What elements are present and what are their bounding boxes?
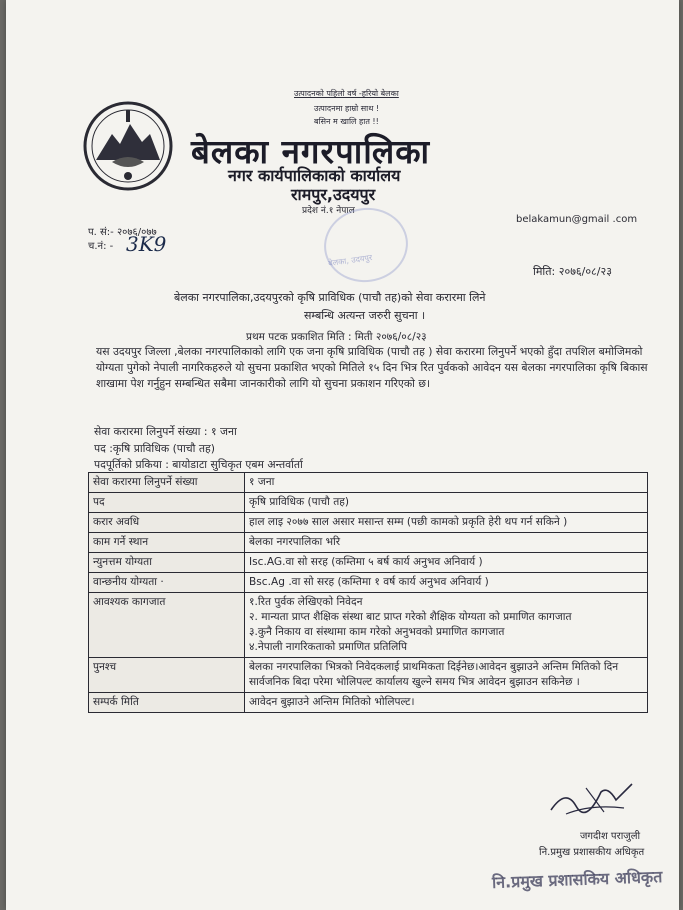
table-row-label: सेवा करारमा लिनुपर्ने संख्या — [89, 473, 245, 493]
table-row-value: १.रित पुर्वक लेखिएको निवेदन २. मान्यता प्राप्त शैक्षिक संस्था बाट प्राप्त गरेको शैक्षिक योग्यता को प्रमाणित कागजात ३.कुनै निकाय वा संस्थामा काम गरेको अनुभवको प्रमाणित कागजात ४.नेपाली नागरिकताको प्रमाणित प्रतिलिपि — [245, 593, 648, 658]
table-row — [89, 473, 648, 493]
first-published-date: प्रथम पटक प्रकाशित मिति : मिती २०७६/०८/२३ — [246, 331, 427, 343]
email-address: belakamun@gmail .com — [516, 214, 638, 225]
document-page — [6, 0, 679, 910]
office-name: नगर कार्यपालिकाको कार्यालय — [228, 166, 401, 185]
slogan-line-2: बसिन म खालि हात !! — [314, 117, 379, 126]
table-row-label: पुनश्च — [89, 658, 245, 693]
table-row — [89, 573, 648, 593]
vacancy-details-table — [88, 472, 648, 713]
table-row-value: कृषि प्राविधिक (पाचौ तह) — [245, 493, 648, 513]
table-row — [89, 593, 648, 658]
table-row-label: न्युनत्तम योग्यता — [89, 553, 245, 573]
table-row — [89, 493, 648, 513]
table-row-value: Bsc.Ag .वा सो सरह (कम्तिमा १ वर्ष कार्य अनुभव अनिवार्य ) — [245, 573, 648, 593]
slogan-title: उत्पादनको पहिलो वर्ष -हरियो बेलका — [294, 89, 399, 98]
table-row — [89, 658, 648, 693]
signatory-name: जगदीश पराजुली — [580, 831, 641, 842]
municipality-name: बेलका नगरपालिका — [191, 132, 431, 171]
designation-stamp: नि.प्रमुख प्रशासकिय अधिकृत — [491, 867, 663, 892]
table-row-value: Isc.AG.वा सो सरह (कम्तिमा ५ बर्ष कार्य अनुभव अनिवार्य ) — [245, 553, 648, 573]
dispatch-number: 3K9 — [126, 232, 167, 256]
notice-body: यस उदयपुर जिल्ला ,बेलका नगरपालिकाको लागि एक जना कृषि प्राविधिक (पाचौ तह ) सेवा करारमा लिनुपर्ने भएको हुँदा तपशिल बमोजिमको योग्यता पुगेको नेपाली नागरिकहरुले यो सुचना प्रकाशित भएको मितिले १५ दिन भित्र रित पुर्वकको आवेदन यस बेलका नगरपालिका कृषि बिकास शाखामा पेश गर्नुहुन सम्बन्धित सबैमा जानकारीको लागि यो सुचना प्रकाशन गरिएको छ। — [96, 345, 648, 390]
letter-number: प. सं:- २०७६/०७७ — [88, 227, 157, 238]
table-row-label: करार अवधि — [89, 513, 245, 533]
office-place: रामपुर,उदयपुर — [291, 185, 376, 204]
table-row — [89, 693, 648, 713]
table-row — [89, 513, 648, 533]
table-row-label: वान्छनीय योग्यता · — [89, 573, 245, 593]
table-row — [89, 553, 648, 573]
province-line: प्रदेश नं.१ नेपाल — [302, 206, 355, 216]
notice-title-line-1: बेलका नगरपालिका,उदयपुरको कृषि प्राविधिक (पाचौ तह)को सेवा करारमा लिने — [174, 291, 486, 304]
post-line: पद :कृषि प्राविधिक (पाचौ तह) — [94, 442, 215, 455]
table-row-label: काम गर्ने स्थान — [89, 533, 245, 553]
notice-title-line-2: सम्बन्धि अत्यन्त जरुरी सुचना । — [304, 309, 426, 322]
table-row — [89, 533, 648, 553]
table-row-label: सम्पर्क मिति — [89, 693, 245, 713]
table-row-value: आवेदन बुझाउने अन्तिम मितिको भोलिपल्ट। — [245, 693, 648, 713]
round-stamp-text: बेलका, उदयपुर — [327, 252, 373, 269]
table-row-value: बेलका नगरपालिका भित्रको निवेदकलाई प्राथमिकता दिईनेछ।आवेदन बुझाउने अन्तिम मितिको दिन सार्वजनिक बिदा परेमा भोलिपल्ट कार्यालय खुल्ने समय भित्र आवेदन बुझाउन सकिनेछ । — [245, 658, 648, 693]
selection-process-line: पदपूर्तिको प्रकिया : बायोडाटा सुचिकृत एबम अन्तर्वार्ता — [94, 458, 303, 471]
vacancy-count-line: सेवा करारमा लिनुपर्ने संख्या : १ जना — [94, 425, 237, 438]
signature — [546, 778, 636, 818]
nepal-emblem-logo — [82, 100, 174, 192]
table-row-value: बेलका नगरपालिका भरि — [245, 533, 648, 553]
signatory-title: नि.प्रमुख प्रशासकीय अधिकृत — [539, 847, 645, 858]
table-row-value: १ जना — [245, 473, 648, 493]
table-row-label: आवश्यक कागजात — [89, 593, 245, 658]
slogan-line-1: उत्पादनमा हाम्रो साथ ! — [314, 104, 380, 113]
table-row-label: पद — [89, 493, 245, 513]
dispatch-number-label: च.नं: - — [88, 241, 114, 252]
letter-date: मिति: २०७६/०८/२३ — [533, 265, 612, 278]
table-row-value: हाल लाइ २०७७ साल असार मसान्त सम्म (पछी कामको प्रकृति हेरी थप गर्न सकिने ) — [245, 513, 648, 533]
